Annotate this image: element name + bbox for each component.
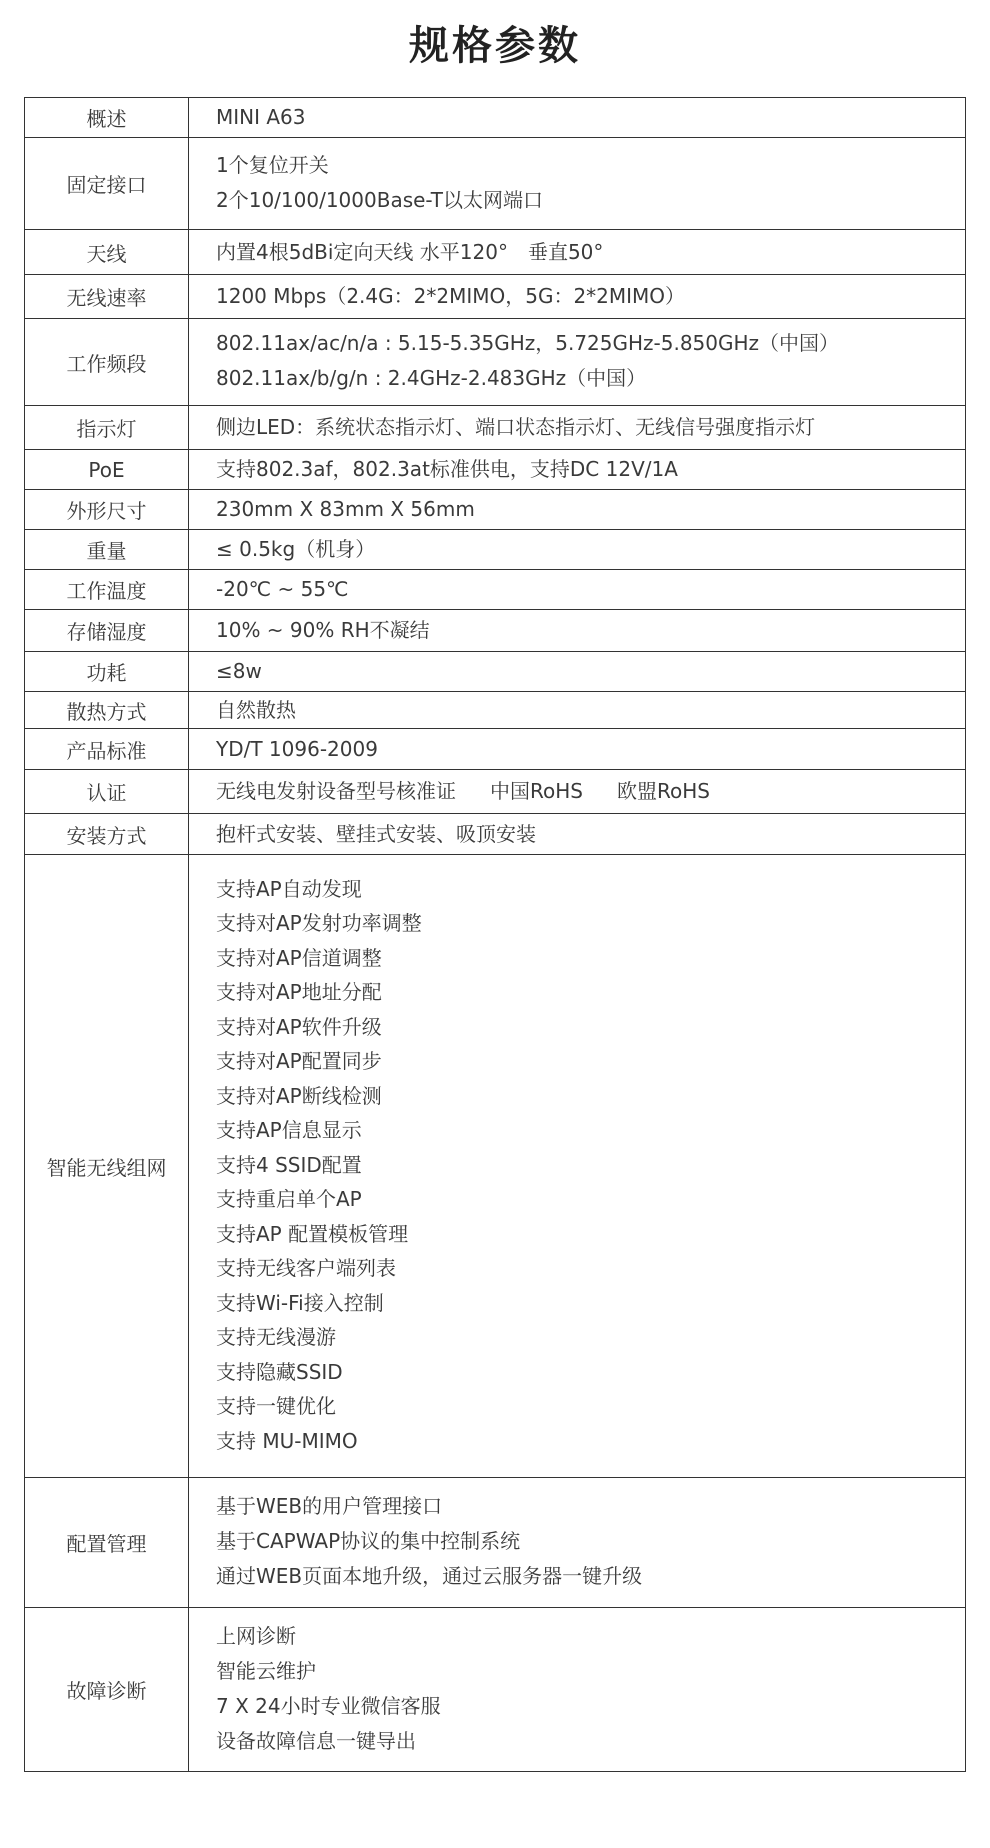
spec-value-line: 7 X 24小时专业微信客服 <box>216 1693 441 1718</box>
certification-item: 中国RoHS <box>490 779 583 803</box>
spec-value <box>189 570 966 610</box>
spec-value-line: 支持AP信息显示 <box>216 1118 362 1143</box>
spec-value-line: 2个10/100/1000Base-T以太网端口 <box>216 187 544 212</box>
spec-value-line: 支持Wi-Fi接入控制 <box>216 1290 384 1315</box>
table-row <box>25 770 966 814</box>
table-row <box>25 652 966 692</box>
spec-value <box>189 319 966 406</box>
table-row <box>25 1608 966 1772</box>
spec-value-line: 支持对AP地址分配 <box>216 980 382 1005</box>
spec-value-line: 支持一键优化 <box>216 1394 336 1419</box>
spec-value-line: 1200 Mbps（2.4G：2*2MIMO，5G：2*2MIMO） <box>216 284 686 308</box>
spec-label: 外形尺寸 <box>25 490 189 530</box>
spec-value-line: 支持隐藏SSID <box>216 1359 343 1384</box>
spec-value-line: 支持4 SSID配置 <box>216 1152 362 1177</box>
table-row <box>25 814 966 855</box>
spec-value-line: 支持802.3af，802.3at标准供电，支持DC 12V/1A <box>216 457 678 481</box>
spec-value-line: 支持无线漫游 <box>216 1325 336 1350</box>
spec-value-line: YD/T 1096-2009 <box>216 736 378 761</box>
spec-value-line: 10% ~ 90% RH不凝结 <box>216 618 430 642</box>
table-row <box>25 230 966 275</box>
spec-value <box>189 275 966 319</box>
spec-value-line: 智能云维护 <box>216 1658 316 1683</box>
spec-label: 安装方式 <box>25 814 189 855</box>
spec-value-line: -20℃ ~ 55℃ <box>216 577 349 601</box>
spec-label: 天线 <box>25 230 189 275</box>
table-row <box>25 406 966 450</box>
spec-value-line: 基于CAPWAP协议的集中控制系统 <box>216 1529 521 1553</box>
spec-value <box>189 1608 966 1772</box>
spec-value-line: 通过WEB页面本地升级，通过云服务器一键升级 <box>216 1564 643 1588</box>
spec-value-line: 支持对AP配置同步 <box>216 1049 382 1074</box>
spec-label: 配置管理 <box>25 1478 189 1608</box>
spec-value-line: 支持AP自动发现 <box>216 876 362 901</box>
table-row <box>25 319 966 406</box>
table-row <box>25 450 966 490</box>
spec-value-line: 支持对AP发射功率调整 <box>216 911 422 936</box>
spec-label: 概述 <box>25 98 189 138</box>
spec-value <box>189 729 966 770</box>
spec-value <box>189 490 966 530</box>
table-row <box>25 855 966 1478</box>
spec-value-line: 自然散热 <box>216 697 296 722</box>
spec-value-line: 上网诊断 <box>216 1623 296 1648</box>
spec-value-line: 支持对AP断线检测 <box>216 1083 382 1108</box>
spec-label: 工作频段 <box>25 319 189 406</box>
table-row <box>25 138 966 230</box>
spec-value-line: 802.11ax/ac/n/a : 5.15-5.35GHz，5.725GHz-5.850GHz（中国） <box>216 331 840 355</box>
spec-value <box>189 98 966 138</box>
spec-label: 指示灯 <box>25 406 189 450</box>
spec-value <box>189 1478 966 1608</box>
spec-value-line: 基于WEB的用户管理接口 <box>216 1494 443 1518</box>
certification-item: 欧盟RoHS <box>616 779 710 803</box>
spec-label: 散热方式 <box>25 692 189 729</box>
spec-value-line: 设备故障信息一键导出 <box>216 1728 416 1753</box>
table-row <box>25 490 966 530</box>
spec-value <box>189 450 966 490</box>
spec-value <box>189 652 966 692</box>
spec-value-line: 支持对AP软件升级 <box>216 1014 382 1039</box>
table-row <box>25 570 966 610</box>
spec-value-line: 1个复位开关 <box>216 152 329 177</box>
spec-label: 认证 <box>25 770 189 814</box>
page-title: 规格参数 <box>409 23 581 69</box>
spec-value <box>189 230 966 275</box>
spec-value-line: 支持对AP信道调整 <box>216 945 382 970</box>
spec-value <box>189 814 966 855</box>
spec-value-line: 支持无线客户端列表 <box>216 1256 396 1281</box>
table-row <box>25 98 966 138</box>
spec-value-line: 支持重启单个AP <box>216 1187 362 1212</box>
spec-label: PoE <box>25 450 189 490</box>
table-row <box>25 729 966 770</box>
spec-value <box>189 855 966 1478</box>
spec-value-line: 抱杆式安装、壁挂式安装、吸顶安装 <box>216 821 536 846</box>
spec-label: 智能无线组网 <box>25 855 189 1478</box>
spec-value-line: 支持AP 配置模板管理 <box>216 1221 409 1246</box>
certification-item: 无线电发射设备型号核准证 <box>216 779 456 803</box>
table-row <box>25 275 966 319</box>
spec-value <box>189 138 966 230</box>
spec-value <box>189 406 966 450</box>
spec-table <box>24 97 966 1772</box>
spec-value-line: 内置4根5dBi定向天线 水平120° 垂直50° <box>216 239 604 264</box>
spec-value <box>189 692 966 729</box>
spec-value <box>189 770 966 814</box>
spec-label: 无线速率 <box>25 275 189 319</box>
spec-label: 工作温度 <box>25 570 189 610</box>
spec-value-line: 802.11ax/b/g/n : 2.4GHz-2.483GHz（中国） <box>216 366 647 390</box>
spec-value-line: ≤ 0.5kg（机身） <box>216 537 376 561</box>
spec-value-line: 230mm X 83mm X 56mm <box>216 497 475 521</box>
spec-value-line <box>216 774 965 809</box>
spec-label: 重量 <box>25 530 189 570</box>
spec-value-line: 支持 MU-MIMO <box>216 1428 358 1453</box>
table-row <box>25 530 966 570</box>
spec-label: 固定接口 <box>25 138 189 230</box>
spec-label: 产品标准 <box>25 729 189 770</box>
spec-value-line: 侧边LED：系统状态指示灯、端口状态指示灯、无线信号强度指示灯 <box>216 415 816 439</box>
table-row <box>25 692 966 729</box>
table-row <box>25 610 966 652</box>
spec-value <box>189 530 966 570</box>
spec-value-line: MINI A63 <box>216 105 306 129</box>
spec-label: 存储湿度 <box>25 610 189 652</box>
spec-value <box>189 610 966 652</box>
spec-label: 故障诊断 <box>25 1608 189 1772</box>
table-row <box>25 1478 966 1608</box>
spec-label: 功耗 <box>25 652 189 692</box>
spec-value-line: ≤8w <box>216 659 262 683</box>
